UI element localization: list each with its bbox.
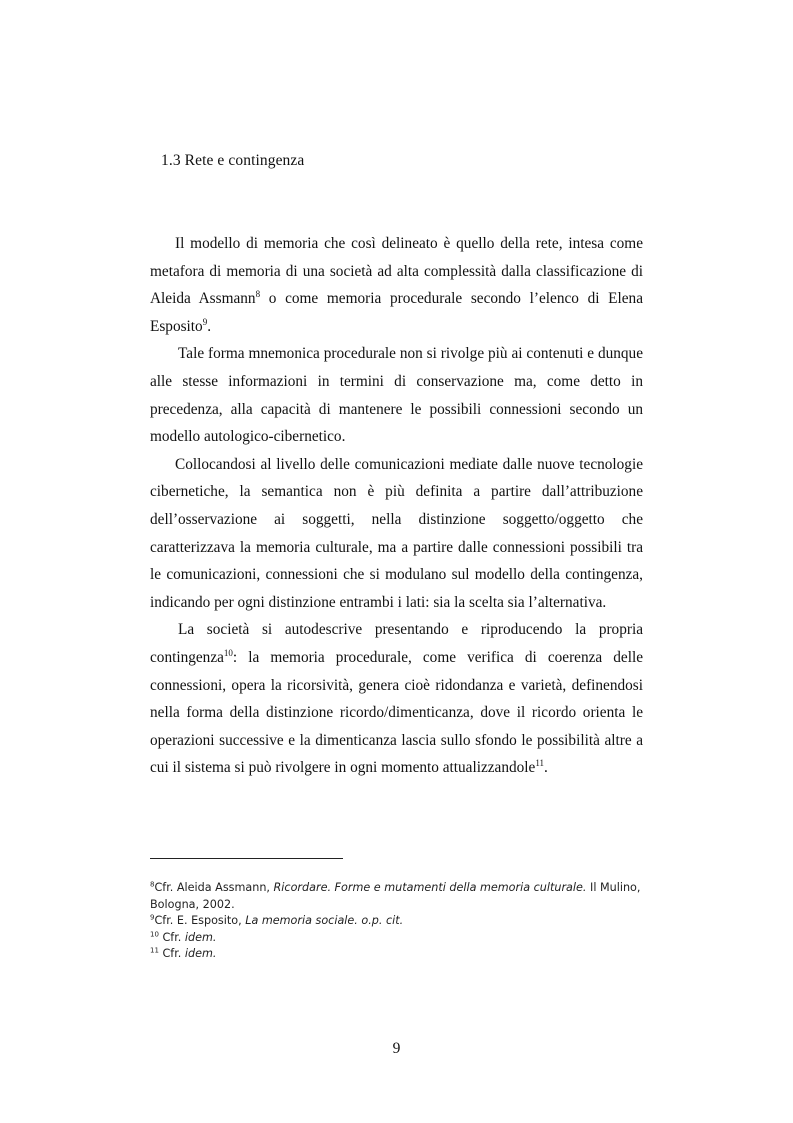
paragraph-2: Tale forma mnemonica procedurale non si rivolge più ai contenuti e dunque alle stesse informazioni in termini di conservazione ma, come detto in precedenza, alla capacità di mantenere le possibili connessioni secondo un modello autologico-cibernetico. <box>150 345 643 446</box>
footnote-ref-11[interactable]: 11 <box>535 758 544 769</box>
footnotes <box>150 880 650 963</box>
paragraph-3: Collocandosi al livello delle comunicazioni mediate dalle nuove tecnologie cibernetiche, la semantica non è più definita a partire dall’attribuzione dell’osservazione ai soggetti, nella distinzione soggetto/oggetto che caratterizzava la memoria culturale, ma a partire dalle connessioni possibili tra le comunicazioni, connessioni che si modulano sul modello della contingenza, indicando per ogni distinzione entrambi i lati: sia la scelta sia l’alternativa. <box>150 455 643 611</box>
page-number: 9 <box>392 1040 401 1057</box>
section-heading: 1.3 Rete e contingenza <box>161 152 305 169</box>
paragraph-4: La società si autodescrive presentando e riproducendo la propria contingenza$^{10}$: la memoria procedurale, come verifica di coerenza delle connessioni, opera la ricorsività, genera cioè ridondanza e varietà, definendosi nella forma della distinzione ricordo/dimenticanza, dove il ricordo orienta le operazioni successive e la dimenticanza lascia sullo sfondo le possibilità altre a cui il sistema si può rivolgere in ogni momento attualizzandole$^{11}$. <box>150 621 643 777</box>
footnote-ref-10[interactable]: 10 <box>223 647 233 658</box>
footnote-ref-8[interactable]: 8 <box>255 289 261 300</box>
footnote-9: $^9$Cfr. E. Esposito, La memoria sociale. o.p. cit. <box>150 913 404 927</box>
footnote-8: $^8$Cfr. Aleida Assmann, Ricordare. Forme e mutamenti della memoria culturale. Il Mulino, Bologna, 2002. <box>150 880 641 911</box>
footnote-separator <box>150 858 343 859</box>
footnote-10: $^{10}$ Cfr. idem. <box>150 929 217 944</box>
footnote-ref-9[interactable]: 9 <box>202 316 208 327</box>
footnote-11: $^{11}$ Cfr. idem. <box>150 946 217 960</box>
body-text <box>150 230 643 782</box>
paragraph-1: Il modello di memoria che così delineato è quello della rete, intesa come metafora di memoria di una società ad alta complessità dalla classificazione di Aleida Assmann$^8$ o come memoria procedurale secondo l’elenco di Elena Esposito$^9$. <box>150 235 643 335</box>
